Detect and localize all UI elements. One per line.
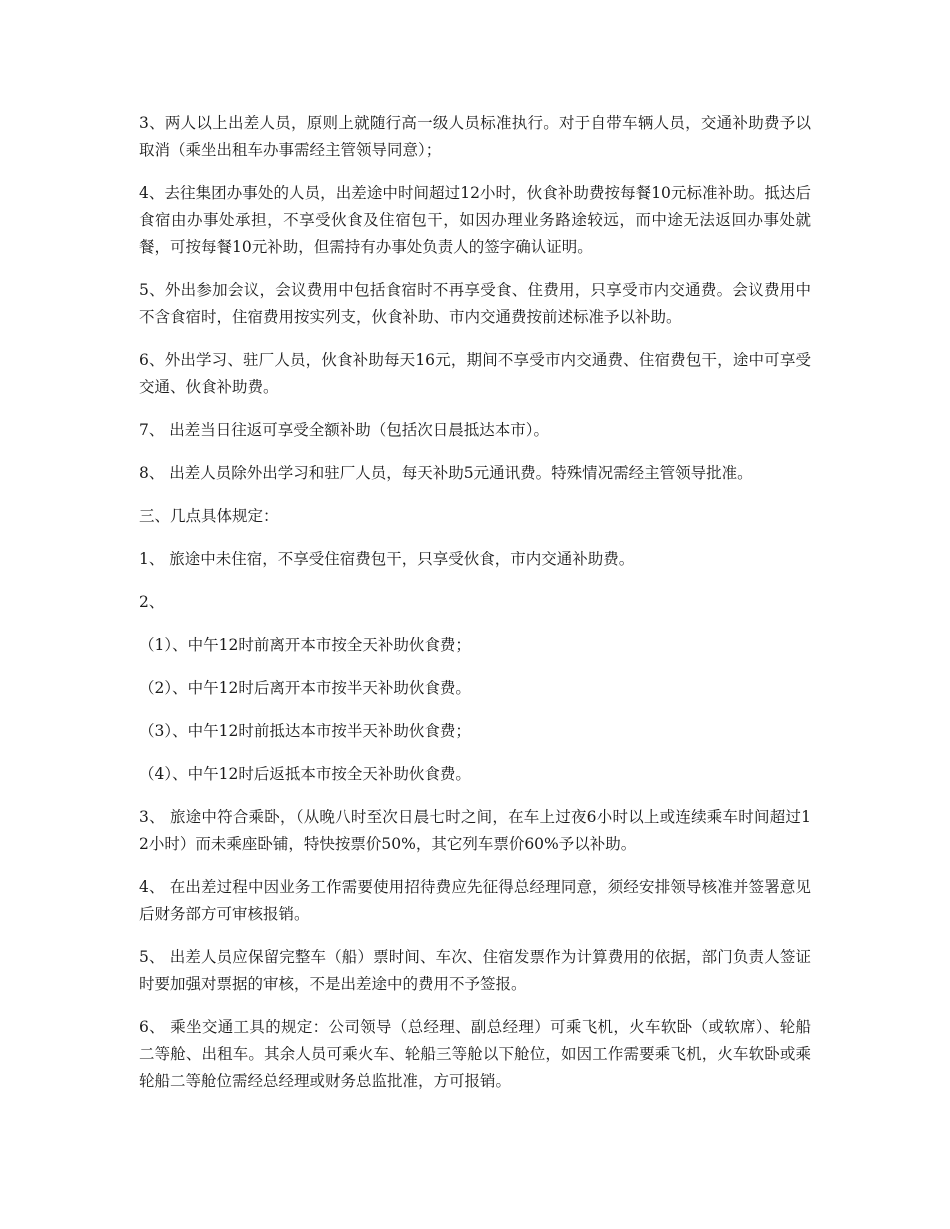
paragraph-spec-3: 3、 旅途中符合乘卧，（从晚八时至次日晨七时之间，在车上过夜6小时以上或连续乘车时间超过12小时）而未乘座卧铺，特快按票价50%，其它列车票价60%予以补助。 [139, 808, 811, 853]
paragraph-rule-3: 3、两人以上出差人员，原则上就随行高一级人员标准执行。对于自带车辆人员，交通补助费予以取消（乘坐出租车办事需经主管领导同意）； [139, 114, 811, 159]
paragraph-rule-8: 8、 出差人员除外出学习和驻厂人员，每天补助5元通讯费。特殊情况需经主管领导批准。 [139, 464, 753, 482]
paragraph-rule-6: 6、外出学习、驻厂人员，伙食补助每天16元，期间不享受市内交通费、住宿费包干，途中可享受交通、伙食补助费。 [139, 351, 811, 396]
paragraph-spec-1: 1、 旅途中未住宿，不享受住宿费包干，只享受伙食，市内交通补助费。 [139, 550, 635, 568]
document-page [139, 110, 811, 1111]
paragraph-rule-4: 4、去往集团办事处的人员，出差途中时间超过12小时，伙食补助费按每餐10元标准补助。抵达后食宿由办事处承担，不享受伙食及住宿包干，如因办理业务路途较远，而中途无法返回办事处就餐，可按每餐10元补助，但需持有办事处负责人的签字确认证明。 [139, 184, 811, 256]
paragraph-spec-2-sub-4: （4）、中午12时后返抵本市按全天补助伙食费。 [139, 765, 471, 783]
paragraph-spec-5: 5、 出差人员应保留完整车（船）票时间、车次、住宿发票作为计算费用的依据，部门负责人签证时要加强对票据的审核，不是出差途中的费用不予签报。 [139, 948, 811, 993]
paragraph-spec-2-sub-1: （1）、中午12时前离开本市按全天补助伙食费； [139, 636, 471, 654]
paragraph-spec-2: 2、 [139, 593, 165, 611]
paragraph-spec-6: 6、 乘坐交通工具的规定：公司领导（总经理、副总经理）可乘飞机，火车软卧（或软席）、轮船二等舱、出租车。其余人员可乘火车、轮船三等舱以下舱位，如因工作需要乘飞机，火车软卧或乘轮船二等舱位需经总经理或财务总监批准，方可报销。 [139, 1018, 811, 1090]
section-heading-3: 三、几点具体规定： [139, 507, 279, 525]
paragraph-rule-5: 5、外出参加会议，会议费用中包括食宿时不再享受食、住费用，只享受市内交通费。会议费用中不含食宿时，住宿费用按实列支，伙食补助、市内交通费按前述标准予以补助。 [139, 281, 811, 326]
paragraph-spec-2-sub-3: （3）、中午12时前抵达本市按半天补助伙食费； [139, 722, 471, 740]
paragraph-spec-2-sub-2: （2）、中午12时后离开本市按半天补助伙食费。 [139, 679, 471, 697]
paragraph-spec-4: 4、 在出差过程中因业务工作需要使用招待费应先征得总经理同意，须经安排领导核准并签署意见后财务部方可审核报销。 [139, 878, 811, 923]
paragraph-rule-7: 7、 出差当日往返可享受全额补助（包括次日晨抵达本市）。 [139, 421, 550, 439]
